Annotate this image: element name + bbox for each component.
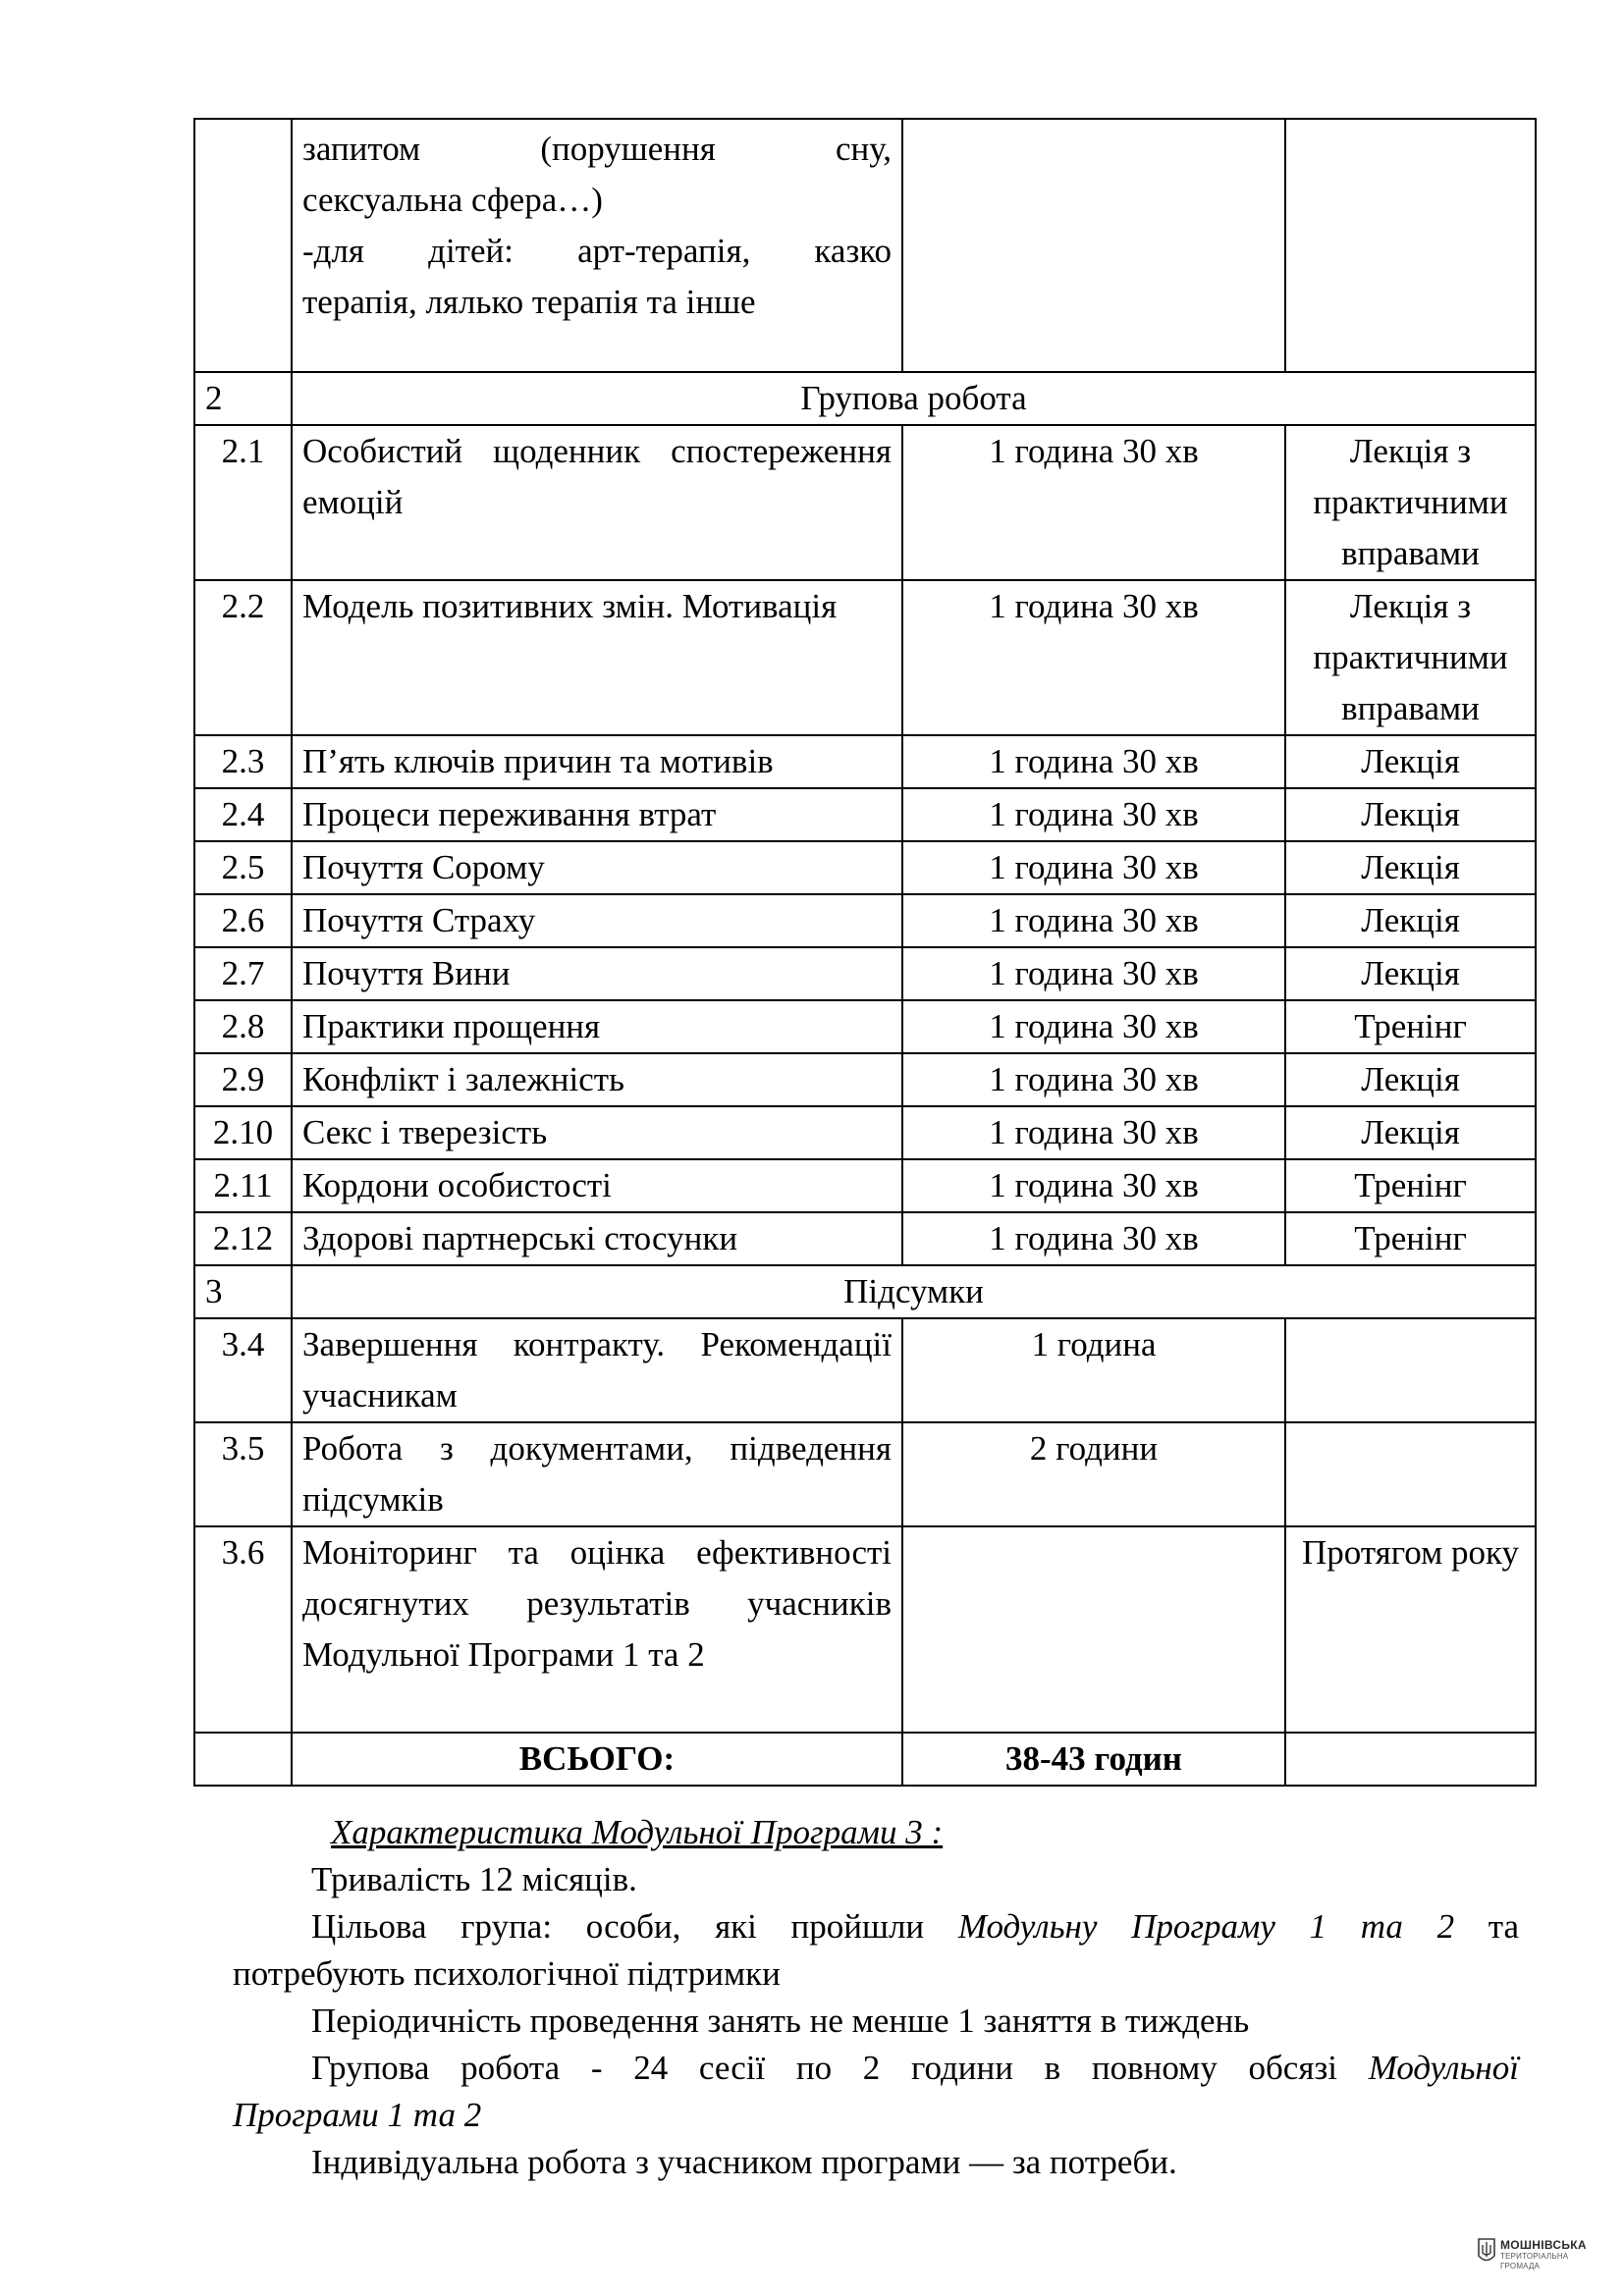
cell-topic: П’ять ключів причин та мотивів [292, 735, 902, 788]
table-row-continuation [194, 119, 1536, 372]
cell-number: 2.6 [194, 894, 292, 947]
table-row [194, 947, 1536, 1000]
cell-topic: Конфлікт і залежність [292, 1053, 902, 1106]
cell-format: Лекція [1285, 947, 1536, 1000]
topic-line: терапія, лялько терапія та інше [302, 283, 756, 321]
logo-title: МОШНІВСЬКА [1500, 2238, 1587, 2252]
topic-line: -для дітей: арт-терапія, казко [302, 232, 892, 270]
cell-duration: 1 година 30 хв [902, 841, 1285, 894]
cell-form-empty [1285, 1733, 1536, 1786]
section-number: 2 [194, 372, 292, 425]
topic-line: запитом (порушення сну, [302, 130, 892, 168]
cell-duration: 1 година 30 хв [902, 1159, 1285, 1212]
cell-topic: Почуття Страху [292, 894, 902, 947]
logo-subtitle: ТЕРИТОРІАЛЬНА ГРОМАДА [1500, 2252, 1569, 2270]
cell-duration: 1 година 30 хв [902, 735, 1285, 788]
table-row [194, 735, 1536, 788]
cell-duration: 1 година 30 хв [902, 947, 1285, 1000]
cell-num-empty [194, 119, 292, 372]
cell-number: 2.8 [194, 1000, 292, 1053]
total-row [194, 1733, 1536, 1786]
cell-topic: Робота з документами, підведення підсумків [292, 1422, 902, 1526]
table-row [194, 1422, 1536, 1526]
cell-number: 2.5 [194, 841, 292, 894]
cell-topic: Процеси переживання втрат [292, 788, 902, 841]
cell-format: Тренінг [1285, 1212, 1536, 1265]
cell-duration: 1 година 30 хв [902, 1212, 1285, 1265]
cell-duration: 1 година [902, 1318, 1285, 1422]
cell-number: 2.10 [194, 1106, 292, 1159]
section-title: Підсумки [292, 1265, 1536, 1318]
cell-form-empty [1285, 119, 1536, 372]
section-number: 3 [194, 1265, 292, 1318]
cell-number: 2.9 [194, 1053, 292, 1106]
frequency-line: Періодичність проведення занять не менше 1 заняття в тиждень [311, 2002, 1250, 2040]
cell-duration: 1 година 30 хв [902, 788, 1285, 841]
cell-duration: 1 година 30 хв [902, 894, 1285, 947]
cell-duration: 2 години [902, 1422, 1285, 1526]
cell-number: 3.6 [194, 1526, 292, 1733]
cell-number: 2.11 [194, 1159, 292, 1212]
cell-topic: Моніторинг та оцінка ефективності досягнутих результатів учасників Модульної Програми 1 та 2 [292, 1526, 902, 1733]
cell-number: 2.1 [194, 425, 292, 580]
table-row [194, 1000, 1536, 1053]
topic-line: сексуальна сфера…) [302, 181, 603, 219]
cell-format: Лекція [1285, 1053, 1536, 1106]
cell-format: Лекція [1285, 894, 1536, 947]
cell-format: Лекція з практичними вправами [1285, 425, 1536, 580]
cell-duration: 1 година 30 хв [902, 1106, 1285, 1159]
cell-duration: 1 година 30 хв [902, 1053, 1285, 1106]
cell-topic: Особистий щоденник спостереження емоцій [292, 425, 902, 580]
table-row [194, 1212, 1536, 1265]
characteristics-heading: Характеристика Модульної Програми 3 : [331, 1813, 944, 1851]
group-work-line: Групова робота - 24 сесії по 2 години в повному обсязі Модульної [311, 2049, 1520, 2087]
table-row [194, 425, 1536, 580]
cell-format [1285, 1318, 1536, 1422]
cell-format: Лекція [1285, 788, 1536, 841]
cell-topic: Здорові партнерські стосунки [292, 1212, 902, 1265]
individual-work-line: Індивідуальна робота з учасником програми — за потреби. [311, 2143, 1177, 2181]
cell-number: 2.3 [194, 735, 292, 788]
cell-num-empty [194, 1733, 292, 1786]
cell-topic: Почуття Сорому [292, 841, 902, 894]
cell-topic: Почуття Вини [292, 947, 902, 1000]
cell-duration: 1 година 30 хв [902, 580, 1285, 735]
cell-time-empty [902, 119, 1285, 372]
target-group-line: Цільова група: особи, які пройшли Модульну Програму 1 та 2 та [311, 1907, 1519, 1946]
cell-format: Лекція [1285, 1106, 1536, 1159]
table-row [194, 580, 1536, 735]
cell-number: 2.7 [194, 947, 292, 1000]
cell-topic: Секс і тверезість [292, 1106, 902, 1159]
total-value: 38-43 годин [902, 1733, 1285, 1786]
community-logo [1477, 2236, 1614, 2275]
table-row [194, 1053, 1536, 1106]
cell-format: Лекція [1285, 735, 1536, 788]
cell-number: 3.4 [194, 1318, 292, 1422]
table-row [194, 1159, 1536, 1212]
table-row [194, 1526, 1536, 1733]
section-title: Групова робота [292, 372, 1536, 425]
duration-line: Тривалість 12 місяців. [311, 1860, 637, 1898]
cell-number: 2.2 [194, 580, 292, 735]
cell-format: Лекція з практичними вправами [1285, 580, 1536, 735]
cell-number: 2.4 [194, 788, 292, 841]
cell-duration [902, 1526, 1285, 1733]
cell-format: Лекція [1285, 841, 1536, 894]
cell-topic: Практики прощення [292, 1000, 902, 1053]
table-row [194, 894, 1536, 947]
cell-number: 3.5 [194, 1422, 292, 1526]
total-label: ВСЬОГО: [292, 1733, 902, 1786]
cell-topic: Кордони особистості [292, 1159, 902, 1212]
cell-duration: 1 година 30 хв [902, 1000, 1285, 1053]
cell-format: Тренінг [1285, 1000, 1536, 1053]
trident-emblem-icon [1477, 2236, 1496, 2266]
program-table [193, 118, 1537, 1787]
cell-format: Тренінг [1285, 1159, 1536, 1212]
group-work-line-2: Програми 1 та 2 [233, 2096, 482, 2134]
cell-topic: Завершення контракту. Рекомендації учасникам [292, 1318, 902, 1422]
section-row-2 [194, 372, 1536, 425]
cell-number: 2.12 [194, 1212, 292, 1265]
cell-topic: Модель позитивних змін. Мотивація [292, 580, 902, 735]
table-row [194, 841, 1536, 894]
cell-format: Протягом року [1285, 1526, 1536, 1733]
table-row [194, 788, 1536, 841]
cell-format [1285, 1422, 1536, 1526]
table-row [194, 1106, 1536, 1159]
target-group-line-2: потребують психологічної підтримки [233, 1954, 781, 1993]
table-row [194, 1318, 1536, 1422]
cell-duration: 1 година 30 хв [902, 425, 1285, 580]
section-row-3 [194, 1265, 1536, 1318]
cell-topic-continuation [292, 119, 902, 372]
